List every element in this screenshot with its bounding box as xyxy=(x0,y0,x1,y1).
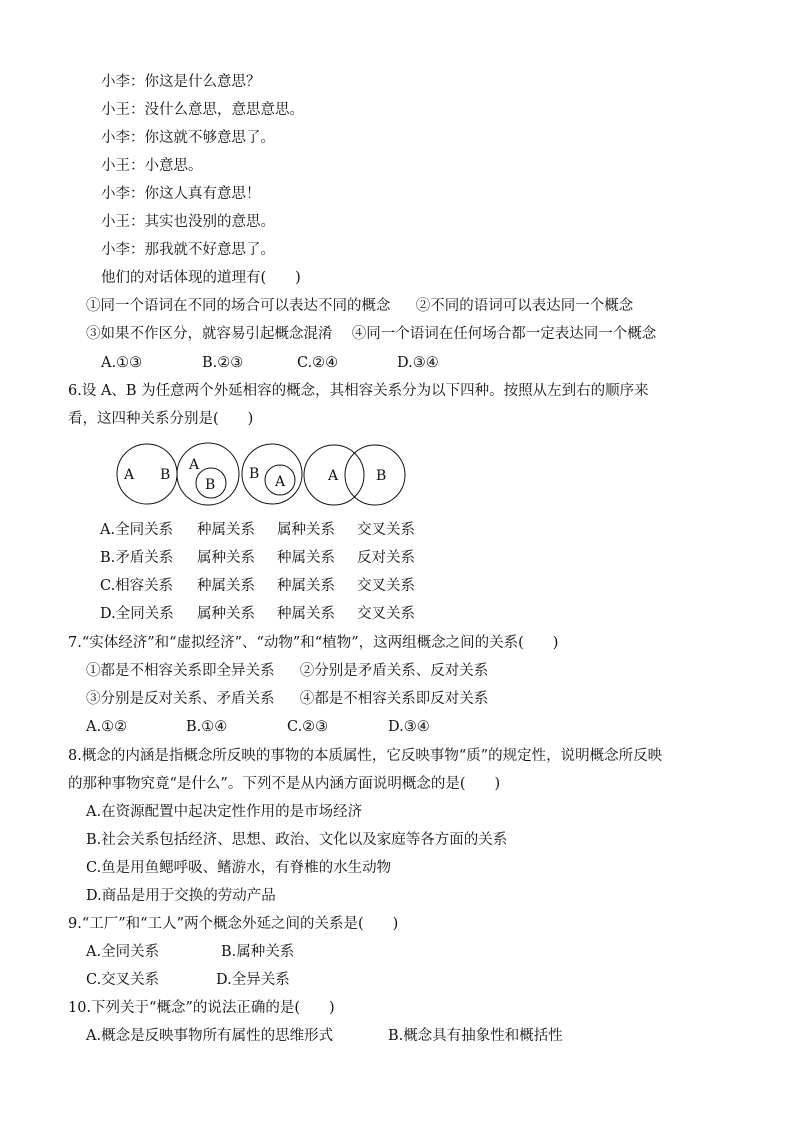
q8-option-b[interactable]: B.社会关系包括经济、思想、政治、文化以及家庭等各方面的关系 xyxy=(86,832,508,848)
q7-statement-3: ③分别是反对关系、矛盾关系 xyxy=(86,691,275,707)
q6-option-d-4: 交叉关系 xyxy=(357,606,415,622)
dialogue-line: 小李：你这人真有意思！ xyxy=(101,186,261,202)
q5-option-a[interactable]: A.①③ xyxy=(101,355,143,371)
q7-option-c[interactable]: C.②③ xyxy=(287,719,329,735)
q6-option-b-3: 种属关系 xyxy=(277,550,335,566)
q7-stem: 7.“实体经济”和“虚拟经济”、“动物”和“植物”，这两组概念之间的关系( ) xyxy=(68,635,559,651)
q7-statement-1: ①都是不相容关系即全异关系 xyxy=(86,663,275,679)
q5-statement-2: ②不同的语词可以表达同一个概念 xyxy=(415,298,634,314)
q6-option-b-4: 反对关系 xyxy=(357,550,415,566)
venn-4-right-circle xyxy=(345,445,405,505)
dialogue-line: 小王：没什么意思，意思意思。 xyxy=(101,102,304,118)
q5-option-d[interactable]: D.③④ xyxy=(397,355,439,371)
dialogue-line: 小李：你这是什么意思？ xyxy=(101,74,261,90)
q8-option-c[interactable]: C.鱼是用鱼鳃呼吸、鳍游水，有脊椎的水生动物 xyxy=(86,860,392,876)
dialogue-line: 小王：其实也没别的意思。 xyxy=(101,214,275,230)
q9-stem: 9.“工厂”和“工人”两个概念外延之间的关系是( ) xyxy=(68,916,399,932)
q5-statement-3: ③如果不作区分，就容易引起概念混淆 xyxy=(86,326,333,342)
q6-option-d-2: 属种关系 xyxy=(197,606,255,622)
q7-statements-row-1 xyxy=(86,661,488,681)
venn-2-label-a: A xyxy=(189,457,200,473)
q8-stem-line-2: 的那种事物究竟“是什么”。下列不是从内涵方面说明概念的是( ) xyxy=(68,776,501,792)
q6-option-d-3: 种属关系 xyxy=(277,606,335,622)
q5-statements-row-2 xyxy=(86,324,656,344)
q9-option-a[interactable]: A.全同关系 xyxy=(86,944,160,960)
q6-option-a-1: A.全同关系 xyxy=(100,522,174,538)
q8-option-a[interactable]: A.在资源配置中起决定性作用的是市场经济 xyxy=(86,804,363,820)
venn-1-label-a: A xyxy=(124,467,135,483)
q7-statement-2: ②分别是矛盾关系、反对关系 xyxy=(299,663,489,679)
q6-stem-line-2: 看，这四种关系分别是( ) xyxy=(68,411,254,427)
venn-3-label-b: B xyxy=(249,466,260,482)
venn-2-outer-circle xyxy=(177,443,239,505)
venn-4-label-b: B xyxy=(376,468,387,484)
q6-option-c-2: 种属关系 xyxy=(197,578,255,594)
venn-diagrams xyxy=(112,438,412,514)
q6-option-a-3: 属种关系 xyxy=(277,522,335,538)
q6-option-b-2: 属种关系 xyxy=(197,550,255,566)
dialogue-line: 小李：你这就不够意思了。 xyxy=(101,130,275,146)
venn-1-label-b: B xyxy=(160,467,171,483)
q7-statements-row-2 xyxy=(86,689,488,709)
q6-option-a-2: 种属关系 xyxy=(197,522,255,538)
q5-option-b[interactable]: B.②③ xyxy=(202,355,244,371)
venn-2-label-b: B xyxy=(205,477,216,493)
q10-stem: 10.下列关于“概念”的说法正确的是( ) xyxy=(68,1000,335,1016)
q6-option-a-4: 交叉关系 xyxy=(357,522,415,538)
q5-option-c[interactable]: C.②④ xyxy=(297,355,339,371)
q9-option-b[interactable]: B.属种关系 xyxy=(221,944,295,960)
dialogue-line: 小王：小意思。 xyxy=(101,158,203,174)
q6-option-c-1: C.相容关系 xyxy=(100,578,174,594)
q7-option-b[interactable]: B.①④ xyxy=(186,719,228,735)
q6-option-c-3: 种属关系 xyxy=(277,578,335,594)
q8-stem-line-1: 8.概念的内涵是指概念所反映的事物的本质属性，它反映事物“质”的规定性，说明概念所反映 xyxy=(68,748,663,764)
q6-option-b-1: B.矛盾关系 xyxy=(100,550,174,566)
q5-statements-row-1 xyxy=(86,296,633,316)
q7-statement-4: ④都是不相容关系即反对关系 xyxy=(299,691,489,707)
venn-4-label-a: A xyxy=(328,468,339,484)
q6-stem-line-1: 6.设 A、B 为任意两个外延相容的概念，其相容关系分为以下四种。按照从左到右的顺序来 xyxy=(68,383,649,399)
venn-3-label-a: A xyxy=(275,474,286,490)
q7-option-d[interactable]: D.③④ xyxy=(388,719,430,735)
q8-option-d[interactable]: D.商品是用于交换的劳动产品 xyxy=(86,888,276,904)
q9-option-c[interactable]: C.交叉关系 xyxy=(86,972,160,988)
q10-option-a[interactable]: A.概念是反映事物所有属性的思维形式 xyxy=(86,1028,334,1044)
dialogue-line: 小李：那我就不好意思了。 xyxy=(101,242,275,258)
q5-stem: 他们的对话体现的道理有( ) xyxy=(101,270,301,286)
q5-statement-4: ④同一个语词在任何场合都一定表达同一个概念 xyxy=(351,326,657,342)
q10-option-b[interactable]: B.概念具有抽象性和概括性 xyxy=(388,1028,563,1044)
q6-option-c-4: 交叉关系 xyxy=(357,578,415,594)
q7-option-a[interactable]: A.①② xyxy=(86,719,128,735)
q5-statement-1: ①同一个语词在不同的场合可以表达不同的概念 xyxy=(86,298,391,314)
q6-option-d-1: D.全同关系 xyxy=(100,606,174,622)
q9-option-d[interactable]: D.全异关系 xyxy=(216,972,290,988)
